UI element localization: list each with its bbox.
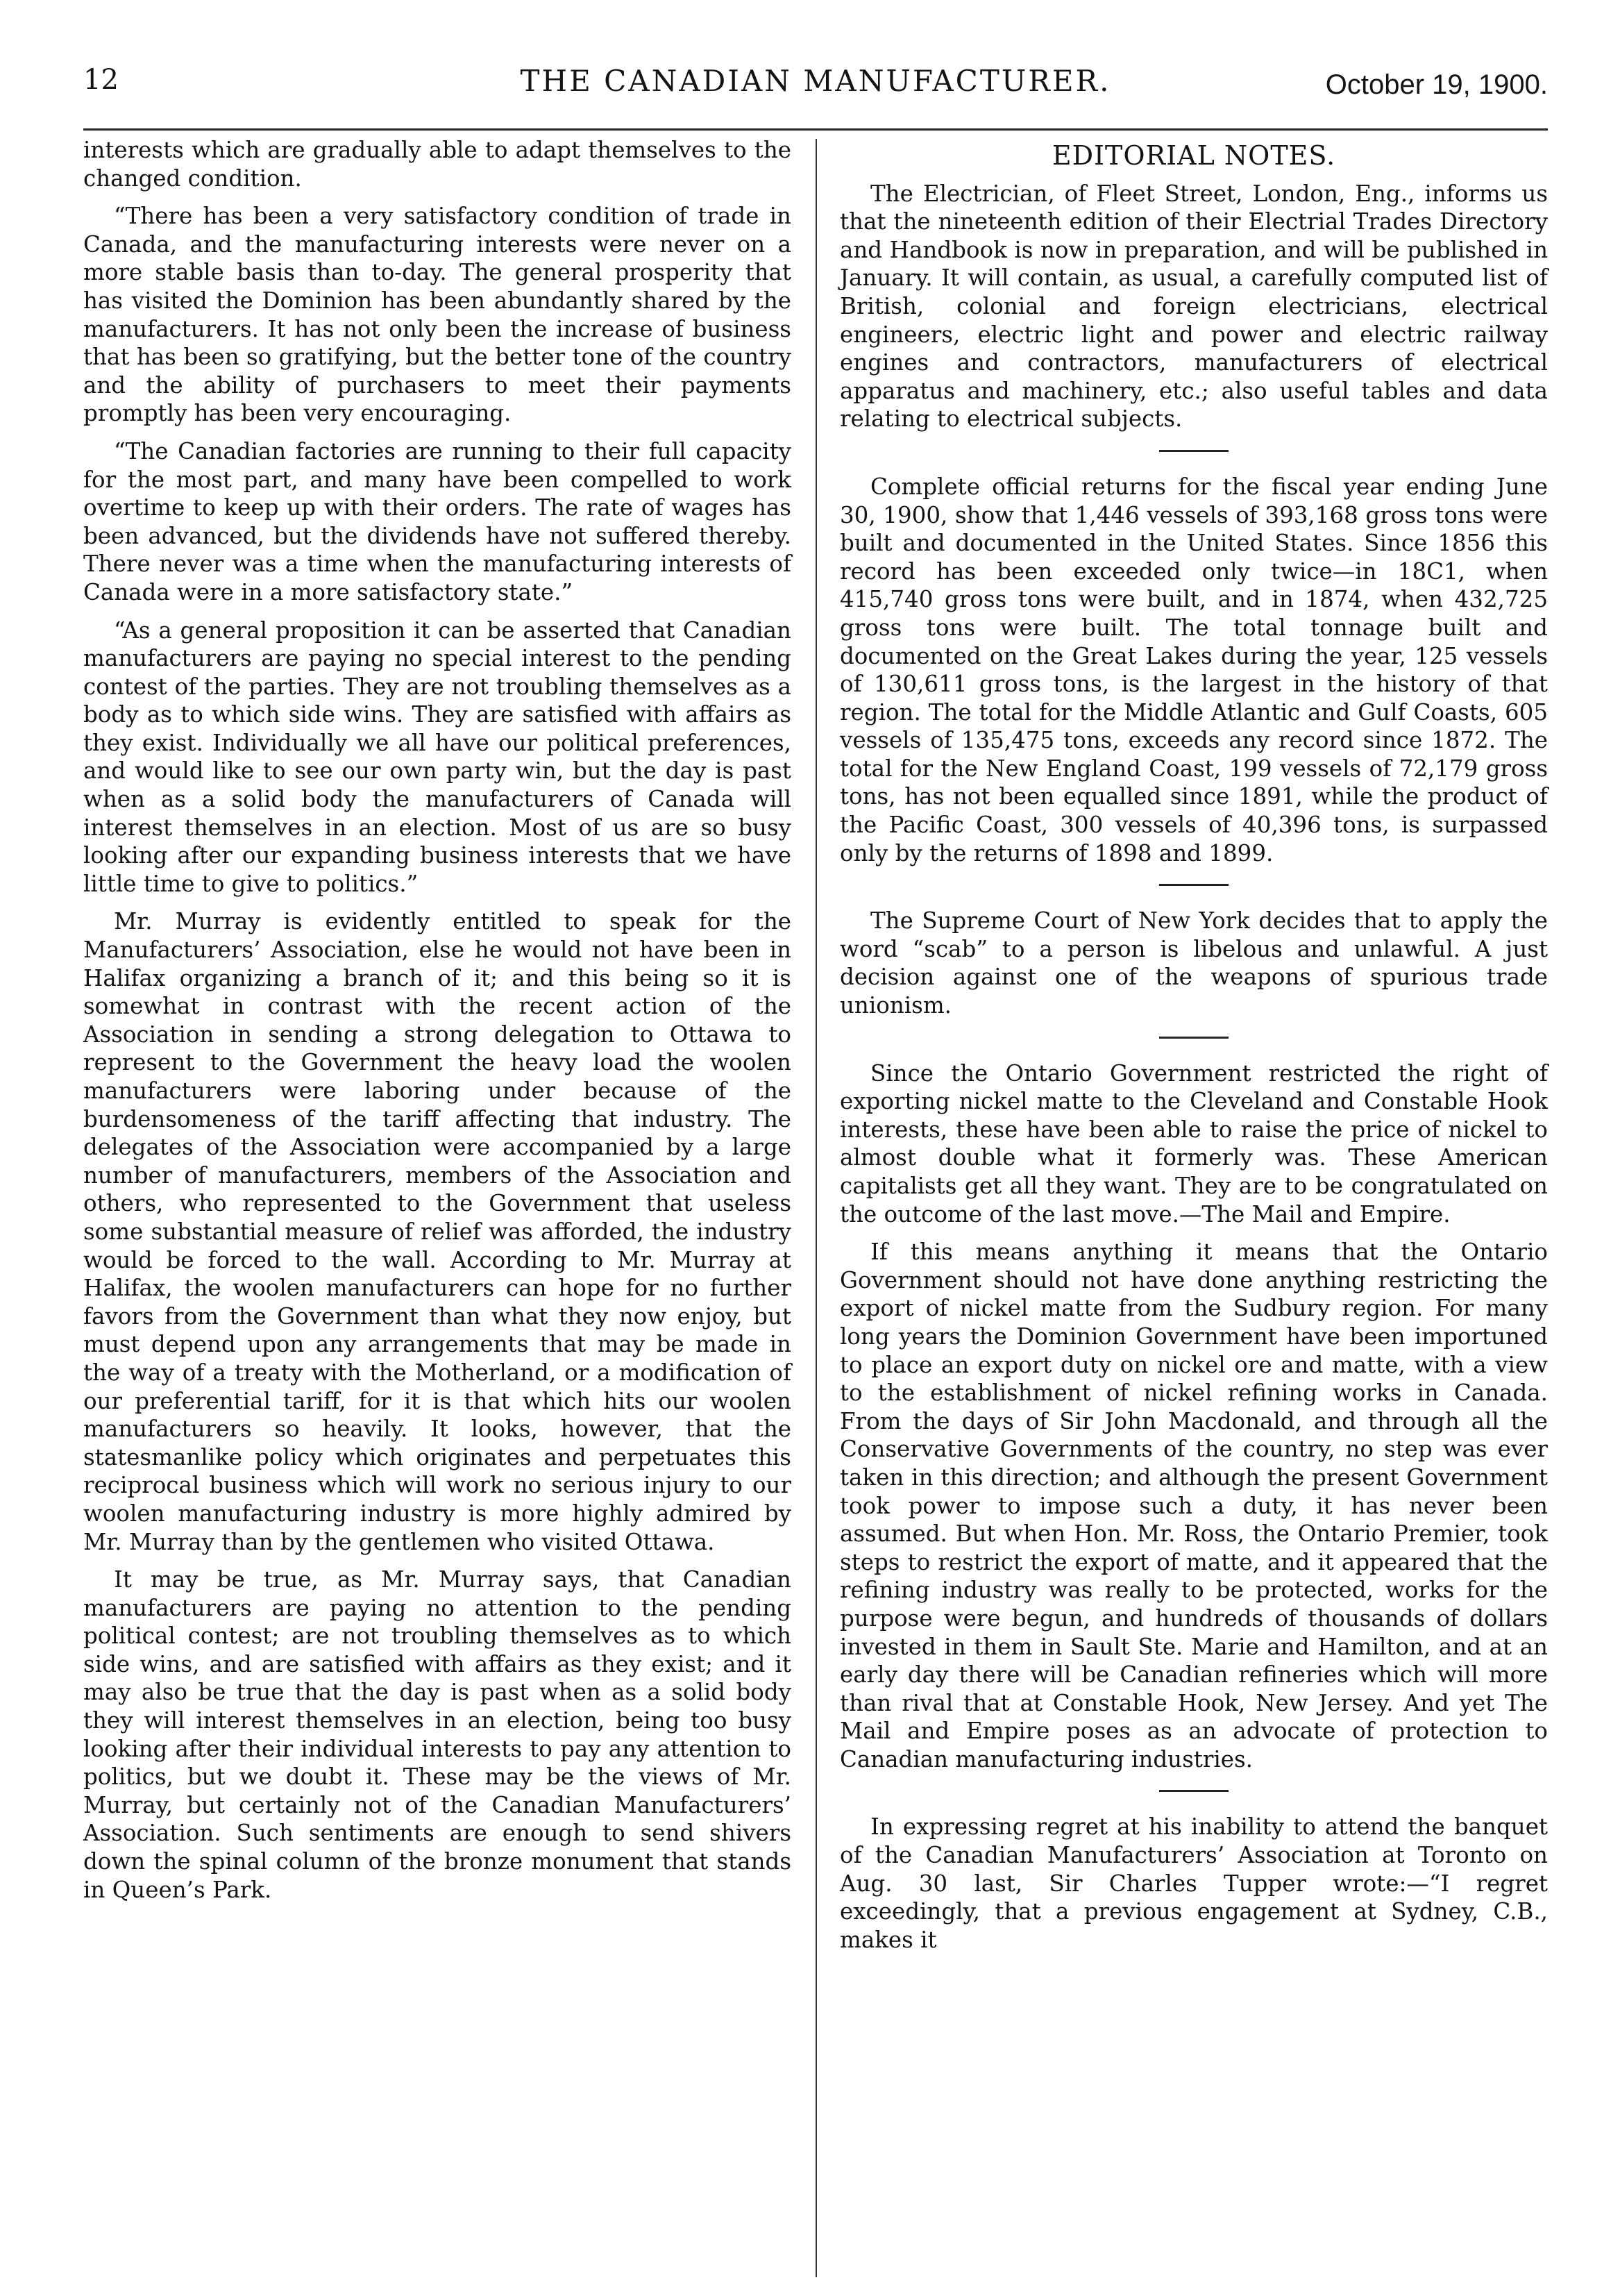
editorial-note: If this means anything it means that the Ontario Government should not have done anything restricting the export of nickel matte from the Sudbury region. For many long years the Dominion Government have been importuned to place an export duty on nickel ore and matte, with a view to the establishment of nickel refining works in Canada. From the days of Sir John Macdonald, and through all the Conservative Governments of the country, no step was ever taken in this direction; and although the present Government took power to impose such a duty, it has never been assumed. But when Hon. Mr. Ross, the Ontario Premier, took steps to restrict the export of matte, and it appeared that the refining industry was really to be protected, works for the purpose were begun, and hundreds of thousands of dollars invested in them in Sault Ste. Marie and Hamilton, and at an early day there will be Canadian refineries which will more than rival that at Constable Hook, New Jersey. And yet The Mail and Empire poses as an advocate of protection to Canadian manufacturing industries. [840,1239,1548,1773]
header-rule [83,128,1548,131]
editorial-note: In expressing regret at his inability to attend the banquet of the Canadian Manufacturers’ Association at Toronto on Aug. 30 last, Sir Charles Tupper wrote:—“I regret exceedingly, that a previous engagement at Sydney, C.B., makes it [840,1813,1548,1953]
article-paragraph: Mr. Murray is evidently entitled to speak for the Manufacturers’ Association, else he would not have been in Halifax organizing a branch of it; and this being so it is somewhat in contrast with the recent action of the Association in sending a strong delegation to Ottawa to represent to the Government the heavy load the woolen manufacturers were laboring under because of the burdensomeness of the tariff affecting that industry. The delegates of the Association were accompanied by a large number of manufacturers, members of the Association and others, who represented to the Government that useless some substantial measure of relief was afforded, the industry would be forced to the wall. According to Mr. Murray at Halifax, the woolen manufacturers can hope for no further favors from the Government than what they now enjoy, but must depend upon any arrangements that may be made in the way of a treaty with the Motherland, or a modification of our preferential tariff, for it is that which hits our woolen manufacturers so heavily. It looks, however, that the statesmanlike policy which originates and perpetuates this reciprocal business which will work no serious injury to our woolen manufacturing industry is more highly admired by Mr. Murray than by the gentlemen who visited Ottawa. [83,908,791,1555]
section-divider [1159,884,1229,886]
article-paragraph: “There has been a very satisfactory condition of trade in Canada, and the manufacturing interests were never on a more stable basis than to-day. The general prosperity that has visited the Dominion has been abundantly shared by the manufacturers. It has not only been the increase of business that has been so gratifying, but the better tone of the country and the ability of purchasers to meet their payments promptly has been very encouraging. [83,203,791,427]
editorial-note: Complete official returns for the fiscal year ending June 30, 1900, show that 1,446 vessels of 393,168 gross tons were built and documented in the United States. Since 1856 this record has been exceeded only twice—in 18C1, when 415,740 gross tons were built, and in 1874, when 432,725 gross tons were built. The total tonnage built and documented on the Great Lakes during the year, 125 vessels of 130,611 gross tons, is the largest in the history of that region. The total for the Middle Atlantic and Gulf Coasts, 605 vessels of 135,475 tons, exceeds any record since 1872. The total for the New England Coast, 199 vessels of 72,179 gross tons, has not been equalled since 1891, while the product of the Pacific Coast, 300 vessels of 40,396 tons, is surpassed only by the returns of 1898 and 1899. [840,473,1548,866]
editorial-notes-heading: EDITORIAL NOTES. [1052,140,1336,171]
column-divider [816,139,817,2277]
section-divider [1159,1790,1229,1792]
article-paragraph: “The Canadian factories are running to their full capacity for the most part, and many have been compelled to work overtime to keep up with their orders. The rate of wages has been advanced, but the dividends have not suffered thereby. There never was a time when the manufacturing interests of Canada were in a more satisfactory state.” [83,437,791,605]
section-divider [1159,450,1229,452]
editorial-note: The Supreme Court of New York decides that to apply the word “scab” to a person is libelous and unlawful. A just decision against one of the weapons of spurious trade unionism. [840,907,1548,1019]
page-number: 12 [83,64,119,96]
right-column [840,136,1548,1963]
page-header [83,64,1548,131]
section-divider [1159,1037,1229,1039]
article-paragraph: “As a general proposition it can be asserted that Canadian manufacturers are paying no special interest to the pending contest of the parties. They are not troubling themselves as a body as to which side wins. They are satisfied with affairs as they exist. Individually we all have our political preferences, and would like to see our own party win, but the day is past when as a solid body the manufacturers of Canada will interest themselves in an election. Most of us are so busy looking after our expanding business interests that we have little time to give to politics.” [83,617,791,897]
publication-title: THE CANADIAN MANUFACTURER. [520,64,1111,98]
article-paragraph: It may be true, as Mr. Murray says, that Canadian manufacturers are paying no attention to the pending political contest; are not troubling themselves as to which side wins, and are satisfied with affairs as they exist; and it may also be true that the day is past when as a solid body they will interest themselves in an election, being too busy looking after their individual interests to pay any attention to politics, but we doubt it. These may be the views of Mr. Murray, but certainly not of the Canadian Manufacturers’ Association. Such sentiments are enough to send shivers down the spinal column of the bronze monument that stands in Queen’s Park. [83,1566,791,1903]
editorial-note: The Electrician, of Fleet Street, London, Eng., informs us that the nineteenth edition of their Electrial Trades Directory and Handbook is now in preparation, and will be published in January. It will contain, as usual, a carefully computed list of British, colonial and foreign electricians, electrical engineers, electric light and power and electric railway engines and contractors, manufacturers of electrical apparatus and machinery, etc.; also useful tables and data relating to electrical subjects. [840,180,1548,433]
editorial-note-quote: Since the Ontario Government restricted the right of exporting nickel matte to the Cleveland and Constable Hook interests, these have been able to raise the price of nickel to almost double what it formerly was. These American capitalists get all they want. They are to be congratulated on the outcome of the last move.—The Mail and Empire. [840,1059,1548,1227]
article-paragraph: interests which are gradually able to adapt themselves to the changed condition. [83,137,791,192]
left-column [83,136,791,1913]
issue-date: October 19, 1900. [1325,69,1548,100]
